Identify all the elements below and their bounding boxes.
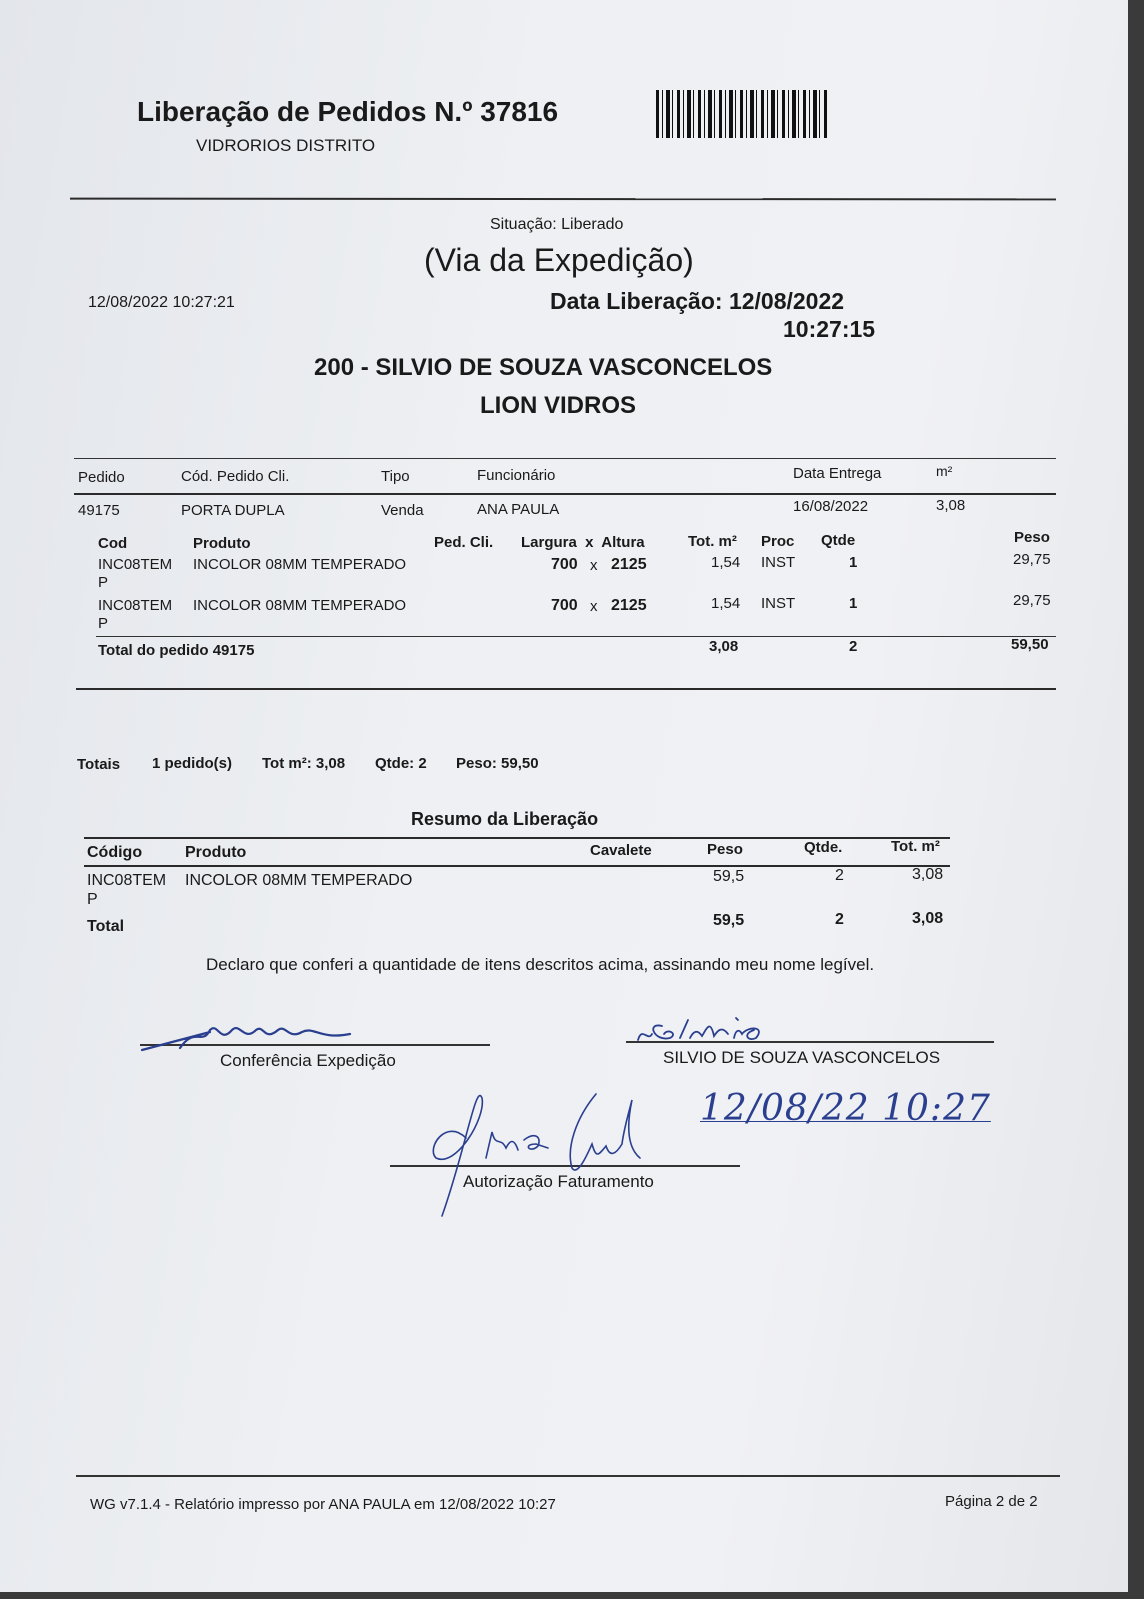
row-qtde: 1: [849, 554, 858, 571]
resumo-th-qtde: Qtde.: [804, 839, 843, 856]
signature-autorizacao: [426, 1088, 666, 1223]
cliente-label: SILVIO DE SOUZA VASCONCELOS: [663, 1048, 941, 1067]
order-total-qtde: 2: [849, 638, 858, 655]
resumo-row-peso: 59,5: [713, 868, 745, 885]
company-name: VIDRORIOS DISTRITO: [196, 136, 376, 155]
order-rule-bottom: [76, 688, 1056, 690]
resumo-row-produto: INCOLOR 08MM TEMPERADO: [185, 872, 413, 889]
resumo-row-tot-m2: 3,08: [912, 866, 944, 883]
totais-peso: Peso: 59,50: [456, 755, 539, 772]
conferencia-label: Conferência Expedição: [220, 1051, 396, 1070]
row-proc: INST: [761, 595, 796, 612]
header-rule: [70, 198, 1056, 201]
resumo-th-peso: Peso: [707, 841, 743, 858]
totais-pedidos: 1 pedido(s): [152, 755, 233, 772]
th-cod: Cod: [98, 535, 128, 552]
value-cod-pedido-cli: PORTA DUPLA: [181, 502, 285, 519]
resumo-total-qtde: 2: [835, 911, 844, 928]
client-line: 200 - SILVIO DE SOUZA VASCONCELOS: [314, 354, 773, 381]
resumo-row-codigo-cont: P: [87, 891, 98, 908]
resumo-th-produto: Produto: [185, 844, 247, 861]
row-altura: 2125: [611, 597, 647, 614]
label-data-entrega: Data Entrega: [793, 465, 882, 482]
label-cod-pedido-cli: Cód. Pedido Cli.: [181, 468, 290, 485]
th-qtde: Qtde: [821, 532, 856, 549]
th-produto: Produto: [193, 535, 251, 552]
resumo-rule-mid: [84, 865, 950, 867]
handwritten-datetime: 12/08/22 10:27: [700, 1088, 991, 1129]
signature-cliente: [636, 1012, 816, 1057]
row-tot-m2: 1,54: [711, 595, 741, 612]
row-cod: INC08TEM: [98, 556, 173, 573]
resumo-total-label: Total: [87, 918, 125, 935]
totais-m2: Tot m²: 3,08: [262, 755, 346, 772]
items-total-rule: [96, 636, 1056, 637]
row-x: x: [590, 557, 598, 574]
order-total-label: Total do pedido 49175: [98, 642, 255, 659]
row-peso: 29,75: [1013, 551, 1051, 568]
data-liberacao: Data Liberação: 12/08/2022: [550, 288, 845, 314]
row-x: x: [590, 598, 598, 615]
row-altura: 2125: [611, 556, 647, 573]
order-rule-top: [74, 458, 1056, 459]
row-proc: INST: [761, 554, 796, 571]
row-largura: 700: [551, 597, 578, 614]
resumo-total-peso: 59,5: [713, 912, 745, 929]
value-funcionario: ANA PAULA: [477, 501, 560, 518]
resumo-row-qtde: 2: [835, 867, 844, 884]
resumo-th-codigo: Código: [87, 844, 143, 861]
situacao-text: Situação: Liberado: [490, 216, 624, 233]
totais-label: Totais: [77, 756, 121, 773]
footer-page-number: Página 2 de 2: [945, 1493, 1038, 1510]
row-produto: INCOLOR 08MM TEMPERADO: [193, 556, 407, 573]
label-m2: m²: [936, 463, 953, 479]
data-liberacao-time: 10:27:15: [783, 316, 876, 342]
value-m2: 3,08: [936, 497, 966, 514]
print-datetime: 12/08/2022 10:27:21: [88, 294, 235, 311]
th-peso: Peso: [1014, 529, 1050, 546]
resumo-title: Resumo da Liberação: [411, 809, 599, 829]
label-pedido: Pedido: [78, 469, 125, 486]
label-funcionario: Funcionário: [477, 467, 556, 484]
th-tot-m2: Tot. m²: [688, 533, 737, 550]
order-total-peso: 59,50: [1011, 636, 1049, 653]
row-qtde: 1: [849, 595, 858, 612]
value-tipo: Venda: [381, 502, 424, 519]
footer-rule: [76, 1475, 1060, 1477]
row-cod-cont: P: [98, 615, 109, 632]
via-title: (Via da Expedição): [424, 242, 694, 278]
th-proc: Proc: [761, 533, 795, 550]
row-produto: INCOLOR 08MM TEMPERADO: [193, 597, 407, 614]
resumo-th-cavalete: Cavalete: [590, 842, 652, 859]
barcode: [656, 90, 828, 138]
row-largura: 700: [551, 556, 578, 573]
row-tot-m2: 1,54: [711, 554, 741, 571]
th-ped-cli: Ped. Cli.: [434, 534, 494, 551]
autorizacao-label: Autorização Faturamento: [463, 1172, 654, 1191]
order-total-m2: 3,08: [709, 638, 739, 655]
value-data-entrega: 16/08/2022: [793, 498, 869, 515]
signature-conferencia: [140, 1018, 370, 1063]
label-tipo: Tipo: [381, 468, 410, 485]
order-rule-mid: [74, 493, 1056, 495]
row-cod-cont: P: [98, 574, 109, 591]
totais-qtde: Qtde: 2: [375, 755, 427, 772]
declaration-text: Declaro que conferi a quantidade de itens descritos acima, assinando meu nome legível.: [206, 955, 875, 974]
th-largura-altura: Largura x Altura: [521, 534, 645, 551]
document-title: Liberação de Pedidos N.º 37816: [137, 96, 559, 127]
resumo-row-codigo: INC08TEM: [87, 872, 167, 889]
resumo-th-tot-m2: Tot. m²: [891, 838, 940, 855]
row-cod: INC08TEM: [98, 597, 173, 614]
client-company: LION VIDROS: [480, 392, 637, 419]
footer-left: WG v7.1.4 - Relatório impresso por ANA PAULA em 12/08/2022 10:27: [90, 1496, 556, 1513]
value-pedido: 49175: [78, 502, 120, 519]
row-peso: 29,75: [1013, 592, 1051, 609]
resumo-total-tot-m2: 3,08: [912, 910, 944, 927]
